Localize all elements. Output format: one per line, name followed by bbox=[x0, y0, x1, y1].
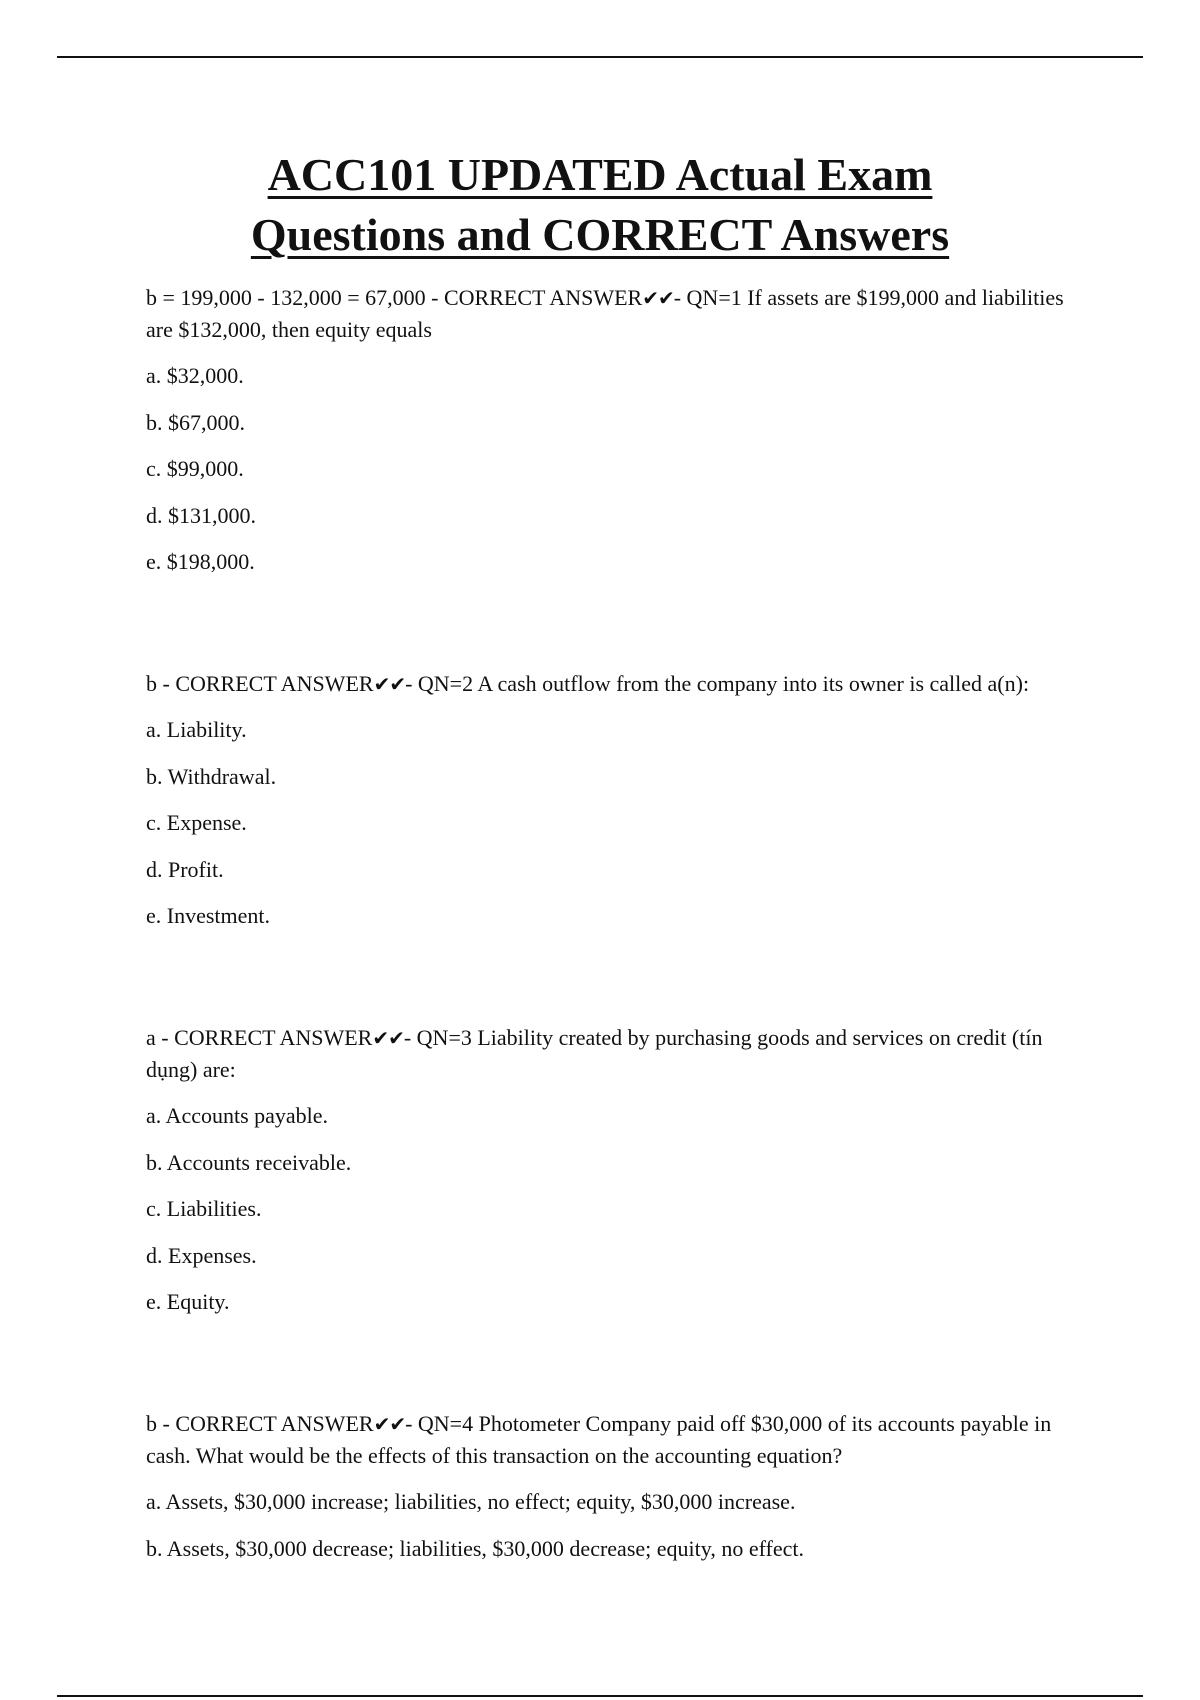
option-d: d. $131,000. bbox=[146, 502, 256, 528]
question-stem bbox=[146, 668, 1076, 700]
option-b: b. Assets, $30,000 decrease; liabilities, $30,000 decrease; equity, no effect. bbox=[146, 1535, 804, 1561]
option-c: c. Expense. bbox=[146, 810, 247, 835]
option-b: b. $67,000. bbox=[146, 409, 245, 435]
question-stem bbox=[146, 282, 1076, 346]
answer-prefix: b - CORRECT ANSWER bbox=[146, 1411, 374, 1436]
check-mark-icon: ✔✔ bbox=[642, 286, 674, 310]
option-b: b. Accounts receivable. bbox=[146, 1149, 352, 1175]
option-a: a. Accounts payable. bbox=[146, 1103, 329, 1128]
option-e: e. Equity. bbox=[146, 1289, 230, 1314]
question-4 bbox=[146, 1408, 1076, 1565]
option-d: d. Profit. bbox=[146, 856, 224, 882]
title-line-1: ACC101 UPDATED Actual Exam bbox=[267, 149, 933, 200]
question-stem bbox=[146, 1022, 1076, 1086]
option-a: a. $32,000. bbox=[146, 363, 244, 388]
option-e: e. Investment. bbox=[146, 903, 271, 928]
option-e: e. $198,000. bbox=[146, 549, 255, 574]
option-c: c. $99,000. bbox=[146, 456, 244, 481]
title-line-2: Questions and CORRECT Answers bbox=[250, 209, 950, 260]
question-text: - QN=2 A cash outflow from the company into its owner is called a(n): bbox=[405, 671, 1030, 696]
question-1 bbox=[146, 282, 1076, 578]
document-body bbox=[146, 282, 1076, 1655]
answer-prefix: b - CORRECT ANSWER bbox=[146, 671, 374, 696]
document-title bbox=[0, 145, 1200, 265]
check-mark-icon: ✔✔ bbox=[372, 1026, 404, 1050]
answer-prefix: a - CORRECT ANSWER bbox=[146, 1025, 373, 1050]
option-c: c. Liabilities. bbox=[146, 1196, 262, 1221]
top-rule bbox=[57, 56, 1143, 58]
question-stem bbox=[146, 1408, 1076, 1472]
question-2 bbox=[146, 668, 1076, 932]
question-3 bbox=[146, 1022, 1076, 1318]
question-text: - QN=1 If assets are $199,000 and liabilities are $132,000, then equity equals bbox=[146, 285, 1064, 342]
question-text: - QN=4 Photometer Company paid off $30,000 of its accounts payable in cash. What would be the effects of this transaction on the accounting equation? bbox=[146, 1411, 1052, 1468]
option-a: a. Liability. bbox=[146, 717, 247, 742]
option-a: a. Assets, $30,000 increase; liabilities, no effect; equity, $30,000 increase. bbox=[146, 1489, 796, 1514]
check-mark-icon: ✔✔ bbox=[373, 672, 406, 696]
check-mark-icon: ✔✔ bbox=[373, 1412, 406, 1436]
answer-prefix: b = 199,000 - 132,000 = 67,000 - CORRECT ANSWER bbox=[146, 285, 643, 310]
option-d: d. Expenses. bbox=[146, 1242, 257, 1268]
question-text: - QN=3 Liability created by purchasing goods and services on credit (tín dụng) are: bbox=[146, 1025, 1043, 1082]
option-b: b. Withdrawal. bbox=[146, 763, 277, 789]
bottom-rule bbox=[57, 1695, 1143, 1697]
